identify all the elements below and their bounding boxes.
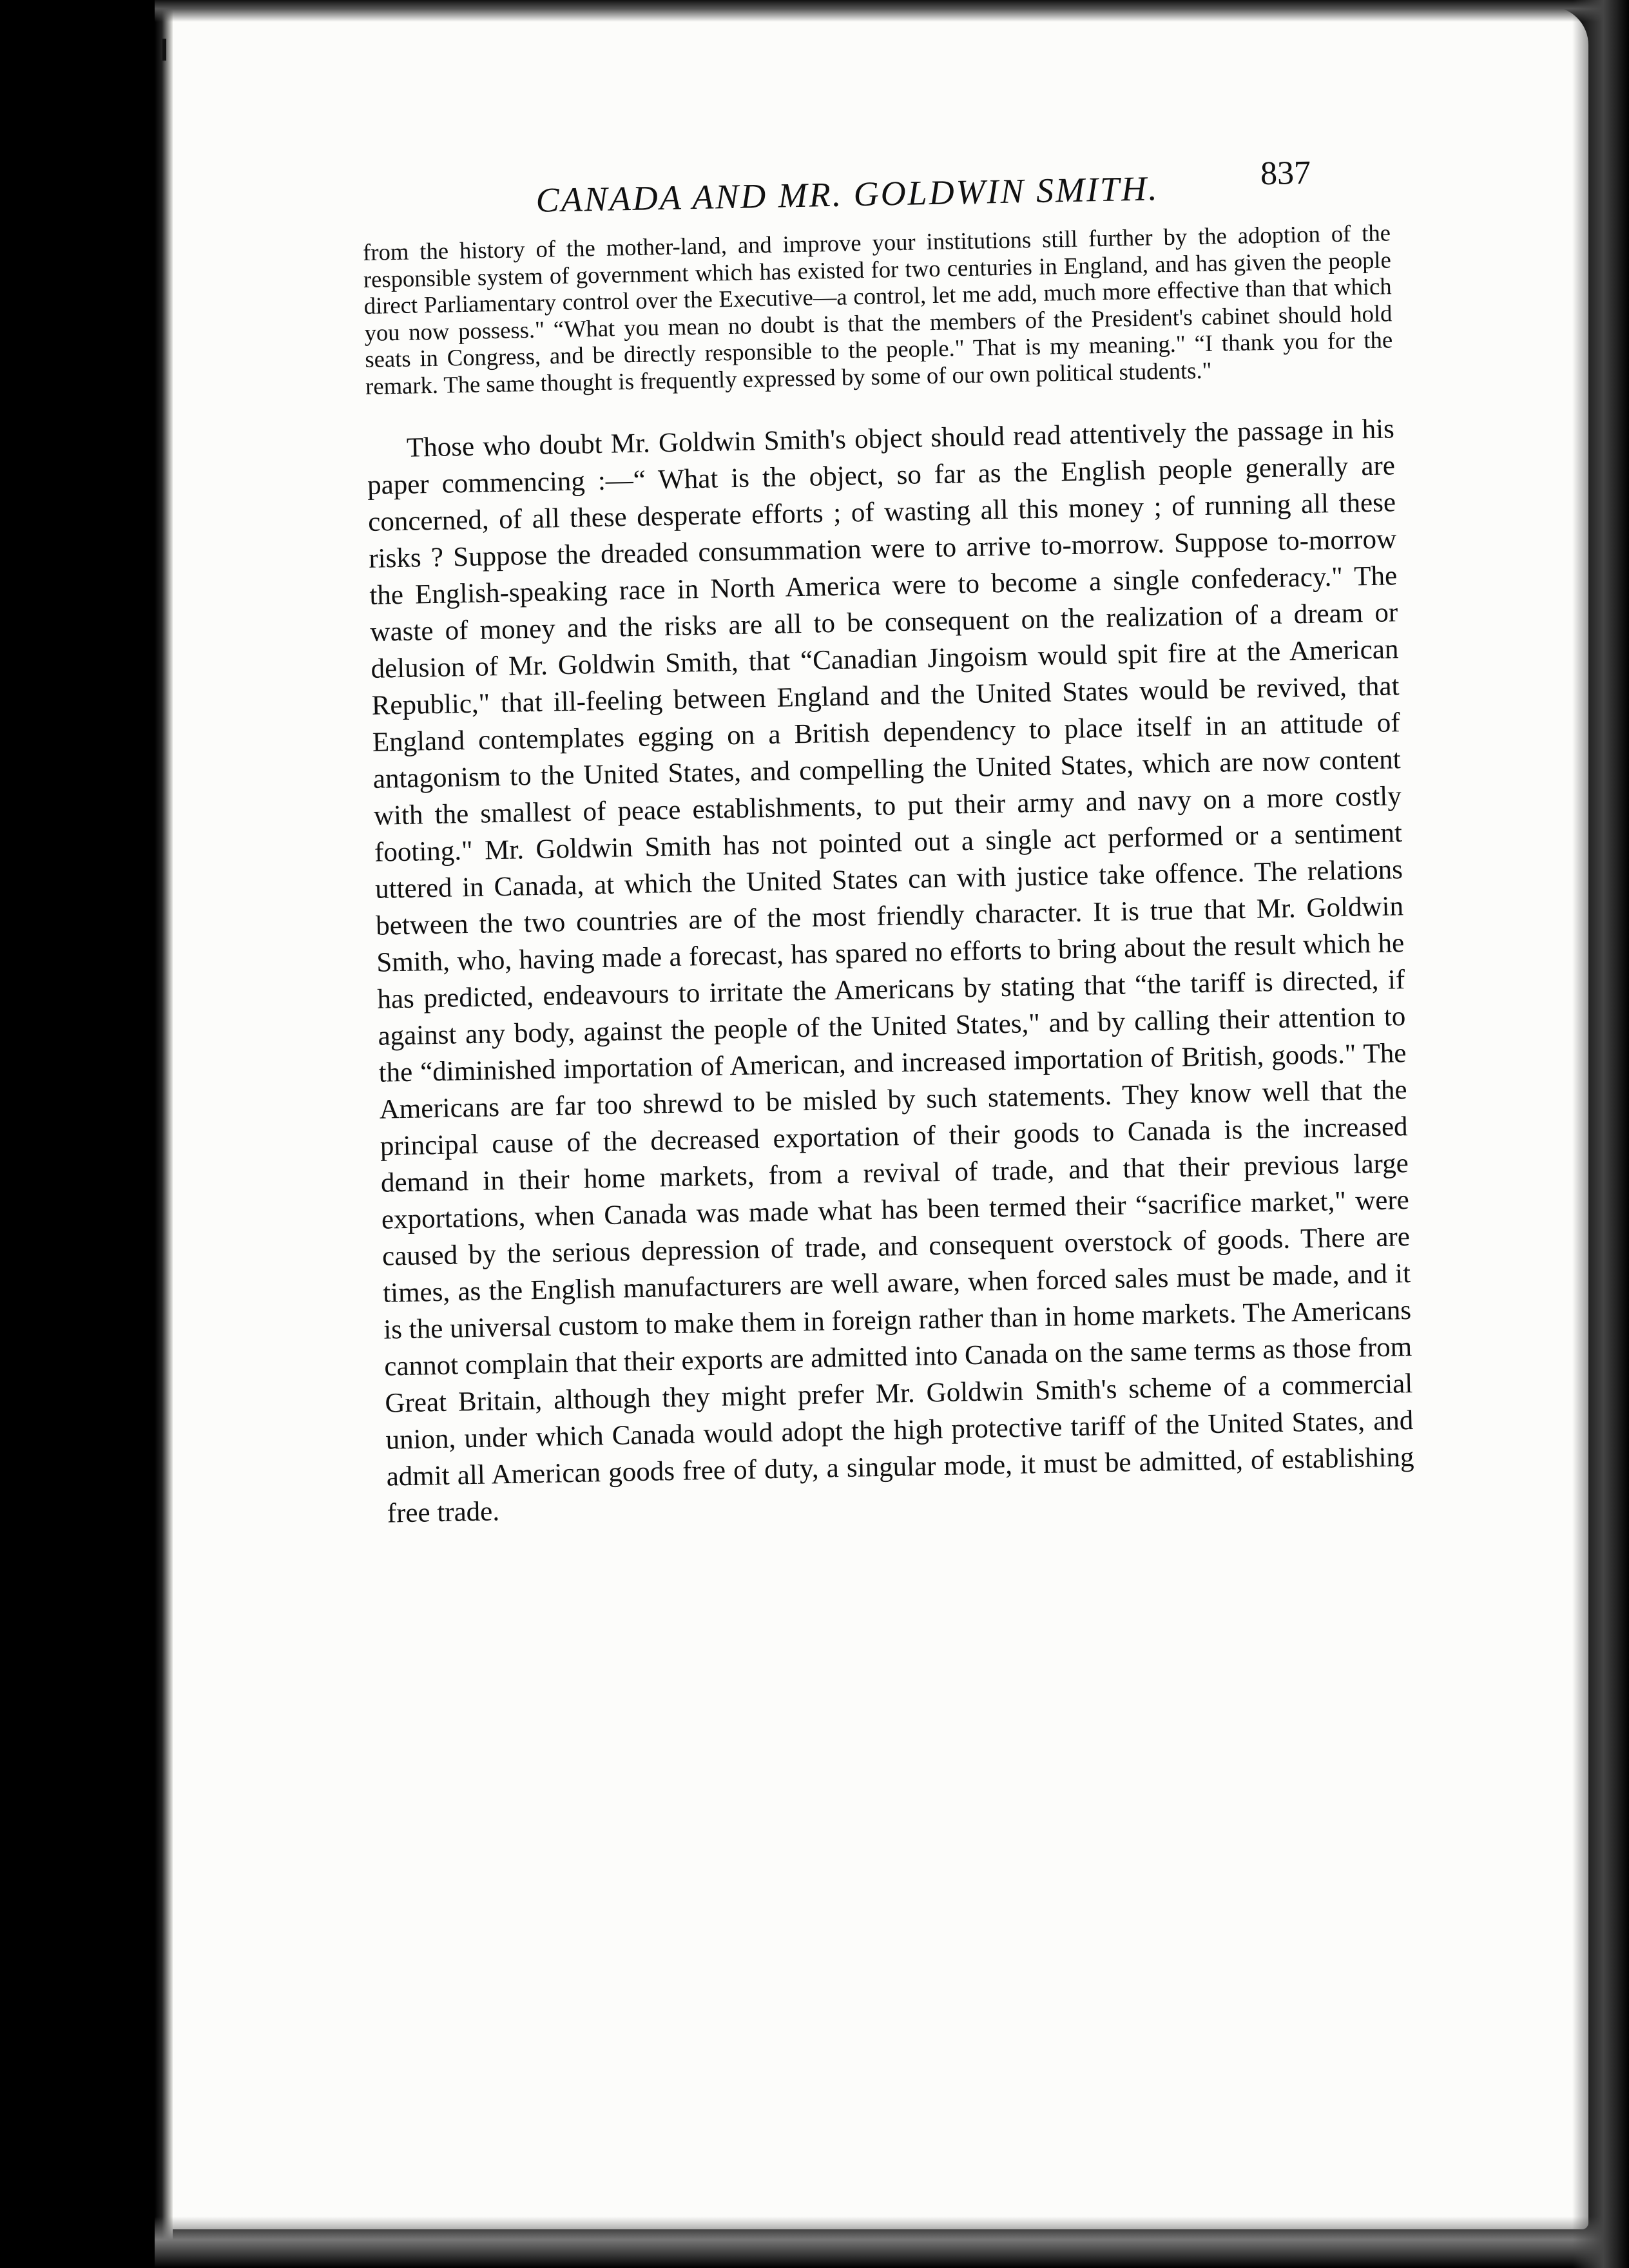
- right-edge-curl: [1572, 0, 1629, 2268]
- page-text-block: [361, 125, 1415, 1532]
- binding-gutter-shadow: [155, 0, 173, 2268]
- page-number: 837: [1260, 154, 1311, 193]
- quoted-paragraph: from the history of the mother-land, and improve your institutions still further by the adoption of the responsible system of government which has existed for two centuries in England, and has given the people direct Parliamentary control over the Executive—a control, let me add, much more effective than that which you now possess." “What you mean no doubt is that the members of the President's cabinet should hold seats in Congress, and be directly responsible to the people." That is my meaning." “I thank you for the remark. The same thought is frequently expressed by some of our own political students.": [362, 219, 1393, 399]
- body-paragraph: Those who doubt Mr. Goldwin Smith's object should read attentively the passage in his paper commencing :—“ What is the object, so far as the English people generally are concerned, of all these desperate efforts ; of wasting all this money ; of running all these risks ? Suppose the dreaded consummation were to arrive to-morrow. Suppose to-morrow the English-speaking race in North America were to become a single confederacy." The waste of money and the risks are all to be consequent on the realization of a dream or delusion of Mr. Goldwin Smith, that “Canadian Jingoism would spit fire at the American Republic," that ill-feeling between England and the United States would be revived, that England contemplates egging on a British dependency to place itself in an attitude of antagonism to the United States, and compelling the United States, which are now content with the smallest of peace establishments, to put their army and navy on a more costly footing." Mr. Goldwin Smith has not pointed out a single act performed or a sentiment uttered in Canada, at which the United States can with justice take offence. The relations between the two countries are of the most friendly character. It is true that Mr. Goldwin Smith, who, having made a forecast, has spared no efforts to bring about the result which he has predicted, endeavours to irritate the Americans by stating that “the tariff is directed, if against any body, against the people of the United States," and by calling their attention to the “diminished importation of American, and increased importation of British, goods." The Americans are far too shrewd to be misled by such statements. They know well that the principal cause of the decreased exportation of their goods to Canada is the increased demand in their home markets, from a revival of trade, and that their previous large exportations, when Canada was made what has been termed their “sacrifice market," were caused by the serious depression of trade, and consequent overstock of goods. There are times, as the English manufacturers are well aware, when forced sales must be made, and it is the universal custom to make them in foreign rather than in home markets. The Americans cannot complain that their exports are admitted into Canada on the same terms as those from Great Britain, although they might prefer Mr. Goldwin Smith's scheme of a commercial union, under which Canada would adopt the high protective tariff of the United States, and admit all American goods free of duty, a singular mode, it must be admitted, of establishing free trade.: [367, 414, 1414, 1529]
- running-title: CANADA AND MR. GOLDWIN SMITH.: [535, 169, 1160, 220]
- top-edge-shadow: [155, 0, 1624, 22]
- edge-mark: [162, 39, 166, 61]
- bottom-edge-shadow: [155, 2216, 1624, 2268]
